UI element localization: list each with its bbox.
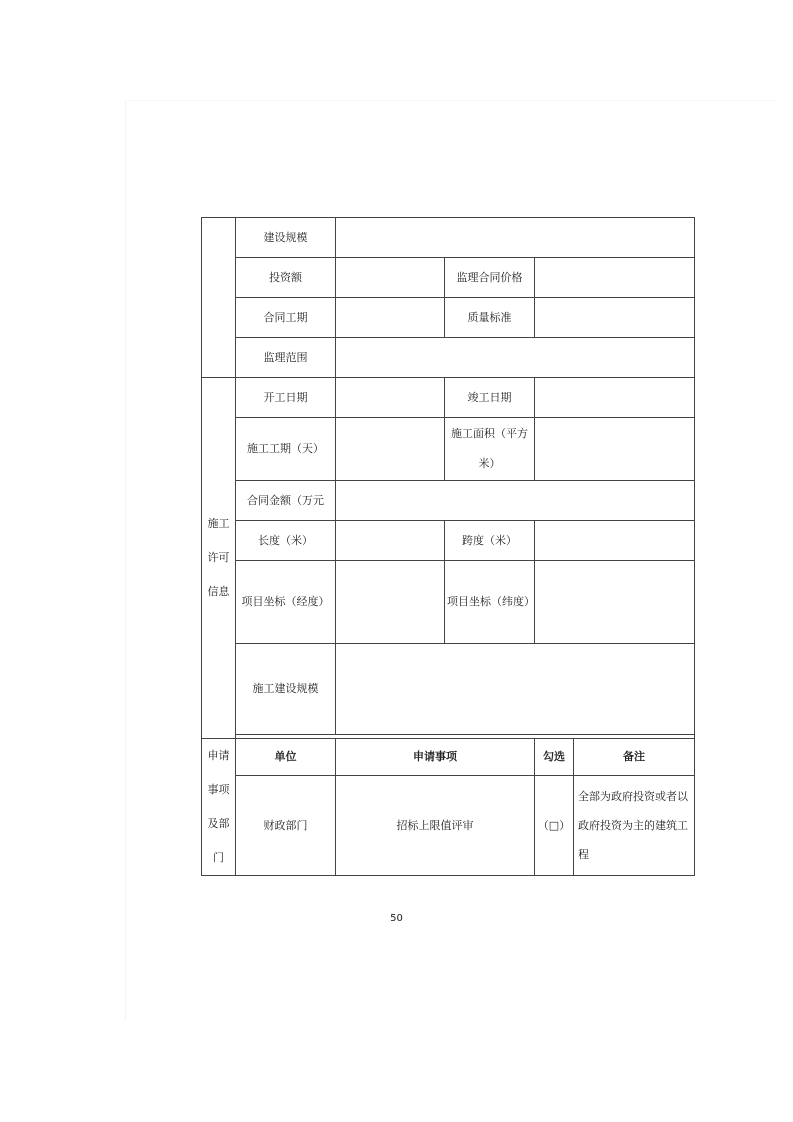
investment-field[interactable] [336, 258, 445, 298]
row-check-checkbox[interactable]: （□） [535, 776, 574, 876]
header-remarks: 备注 [574, 739, 695, 776]
construction-scale-label: 建设规模 [236, 218, 336, 258]
row-investment [202, 258, 695, 298]
row-length [202, 521, 695, 561]
permit-construction-scale-field[interactable] [336, 644, 695, 735]
row-coordinates [202, 561, 695, 644]
completion-date-label: 竣工日期 [445, 378, 535, 418]
application-section-label [202, 739, 236, 876]
permit-section-text: 施工 许可 信息 [207, 517, 230, 598]
header-unit: 单位 [236, 739, 336, 776]
coord-longitude-label: 项目坐标（经度） [236, 561, 336, 644]
completion-date-field[interactable] [535, 378, 695, 418]
construction-area-text: 施工面积（平方 米） [451, 427, 528, 470]
contract-amount-field[interactable] [336, 481, 695, 521]
length-label: 长度（米） [236, 521, 336, 561]
contract-period-field[interactable] [336, 298, 445, 338]
row-start-date [202, 378, 695, 418]
supervision-scope-field[interactable] [336, 338, 695, 378]
length-field[interactable] [336, 521, 445, 561]
row-supervision-scope [202, 338, 695, 378]
header-item: 申请事项 [336, 739, 535, 776]
row-application-header [202, 739, 695, 776]
construction-scale-field[interactable] [336, 218, 695, 258]
contract-amount-label: 合同金额（万元 [236, 481, 336, 521]
start-date-field[interactable] [336, 378, 445, 418]
construction-area-field[interactable] [535, 418, 695, 481]
construction-period-label: 施工工期（天） [236, 418, 336, 481]
span-label: 跨度（米） [445, 521, 535, 561]
investment-label: 投资额 [236, 258, 336, 298]
application-section-text: 申请 事项 及部 门 [207, 749, 230, 864]
supervision-contract-price-field[interactable] [535, 258, 695, 298]
row-contract-amount [202, 481, 695, 521]
page-number: 50 [390, 913, 403, 924]
construction-area-label [445, 418, 535, 481]
row-contract-period [202, 298, 695, 338]
coord-latitude-label: 项目坐标（纬度） [445, 561, 535, 644]
contract-period-label: 合同工期 [236, 298, 336, 338]
span-field[interactable] [535, 521, 695, 561]
supervision-contract-price-label: 监理合同价格 [445, 258, 535, 298]
row-remarks-text: 全部为政府投资或者以 政府投资为主的建筑工 程 [578, 790, 688, 862]
construction-period-field[interactable] [336, 418, 445, 481]
permit-section-label [202, 378, 236, 739]
application-form-table [201, 217, 695, 876]
row-remarks [574, 776, 695, 876]
supervision-scope-label: 监理范围 [236, 338, 336, 378]
project-section-label [202, 218, 236, 378]
quality-standard-field[interactable] [535, 298, 695, 338]
coord-longitude-field[interactable] [336, 561, 445, 644]
start-date-label: 开工日期 [236, 378, 336, 418]
row-construction-scale [202, 218, 695, 258]
table-row [202, 776, 695, 876]
row-permit-construction-scale [202, 644, 695, 735]
coord-latitude-field[interactable] [535, 561, 695, 644]
row-item: 招标上限值评审 [336, 776, 535, 876]
quality-standard-label: 质量标准 [445, 298, 535, 338]
permit-construction-scale-label: 施工建设规模 [236, 644, 336, 735]
row-construction-period [202, 418, 695, 481]
row-unit: 财政部门 [236, 776, 336, 876]
header-check: 勾选 [535, 739, 574, 776]
